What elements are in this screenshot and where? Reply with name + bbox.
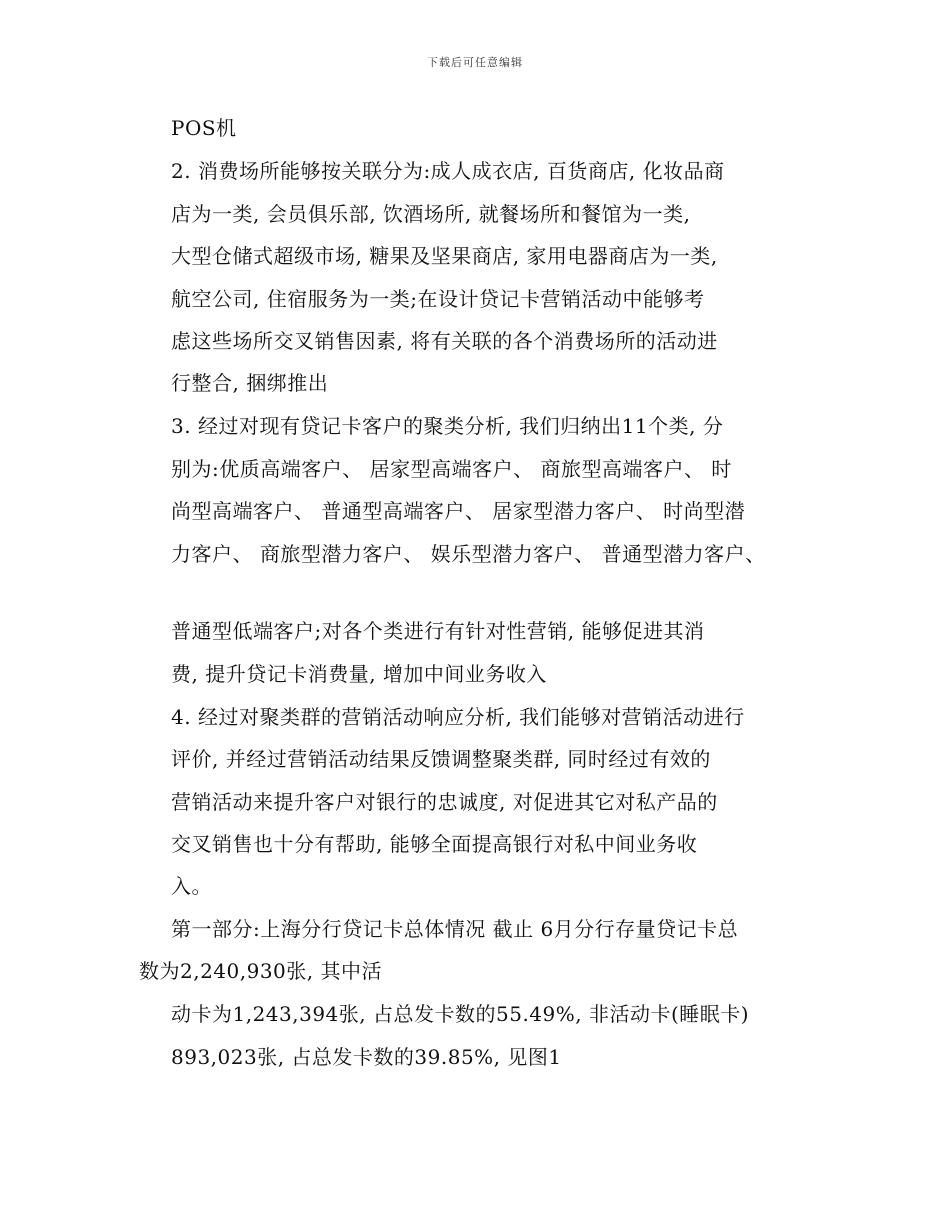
text-line-item4-2: 评价, 并经过营销活动结果反馈调整聚类群, 同时经过有效的 [171,747,711,771]
text-line-item3-6: 费, 提升贷记卡消费量, 增加中间业务收入 [171,662,547,686]
text-line-part1-4: 893,023张, 占总发卡数的39.85%, 见图1 [171,1045,562,1069]
text-line-item4-4: 交叉销售也十分有帮助, 能够全面提高银行对私中间业务收 [171,832,698,856]
text-line-pos: POS机 [171,116,237,140]
text-line-item3-3: 尚型高端客户、 普通型高端客户、 居家型潜力客户、 时尚型潜 [171,499,746,523]
text-line-item3-5: 普通型低端客户;对各个类进行有针对性营销, 能够促进其消 [171,619,705,643]
text-line-item2-1: 2. 消费场所能够按关联分为:成人成衣店, 百货商店, 化妆品商 [171,159,725,183]
text-line-part1-1: 第一部分:上海分行贷记卡总体情况 截止 6月分行存量贷记卡总 [171,917,739,941]
text-line-item2-3: 大型仓储式超级市场, 糖果及坚果商店, 家用电器商店为一类, [171,244,718,268]
text-line-item3-4: 力客户、 商旅型潜力客户、 娱乐型潜力客户、 普通型潜力客户、 [171,542,766,566]
text-line-part1-3: 动卡为1,243,394张, 占总发卡数的55.49%, 非活动卡(睡眠卡) [171,1002,750,1026]
text-line-item4-3: 营销活动来提升客户对银行的忠诚度, 对促进其它对私产品的 [171,790,718,814]
page-header: 下载后可任意编辑 [427,56,523,69]
text-line-item4-5: 入。 [171,874,212,898]
text-line-item2-5: 虑这些场所交叉销售因素, 将有关联的各个消费场所的活动进 [171,329,718,353]
text-line-item3-2: 别为:优质高端客户、 居家型高端客户、 商旅型高端客户、 时 [171,457,732,481]
text-line-item3-1: 3. 经过对现有贷记卡客户的聚类分析, 我们归纳出11个类, 分 [171,414,724,438]
text-line-part1-2: 数为2,240,930张, 其中活 [139,959,383,983]
text-line-item4-1: 4. 经过对聚类群的营销活动响应分析, 我们能够对营销活动进行 [171,705,745,729]
text-line-item2-2: 店为一类, 会员俱乐部, 饮酒场所, 就餐场所和餐馆为一类, [171,202,691,226]
text-line-item2-4: 航空公司, 住宿服务为一类;在设计贷记卡营销活动中能够考 [171,287,705,311]
text-line-item2-6: 行整合, 捆绑推出 [171,371,329,395]
